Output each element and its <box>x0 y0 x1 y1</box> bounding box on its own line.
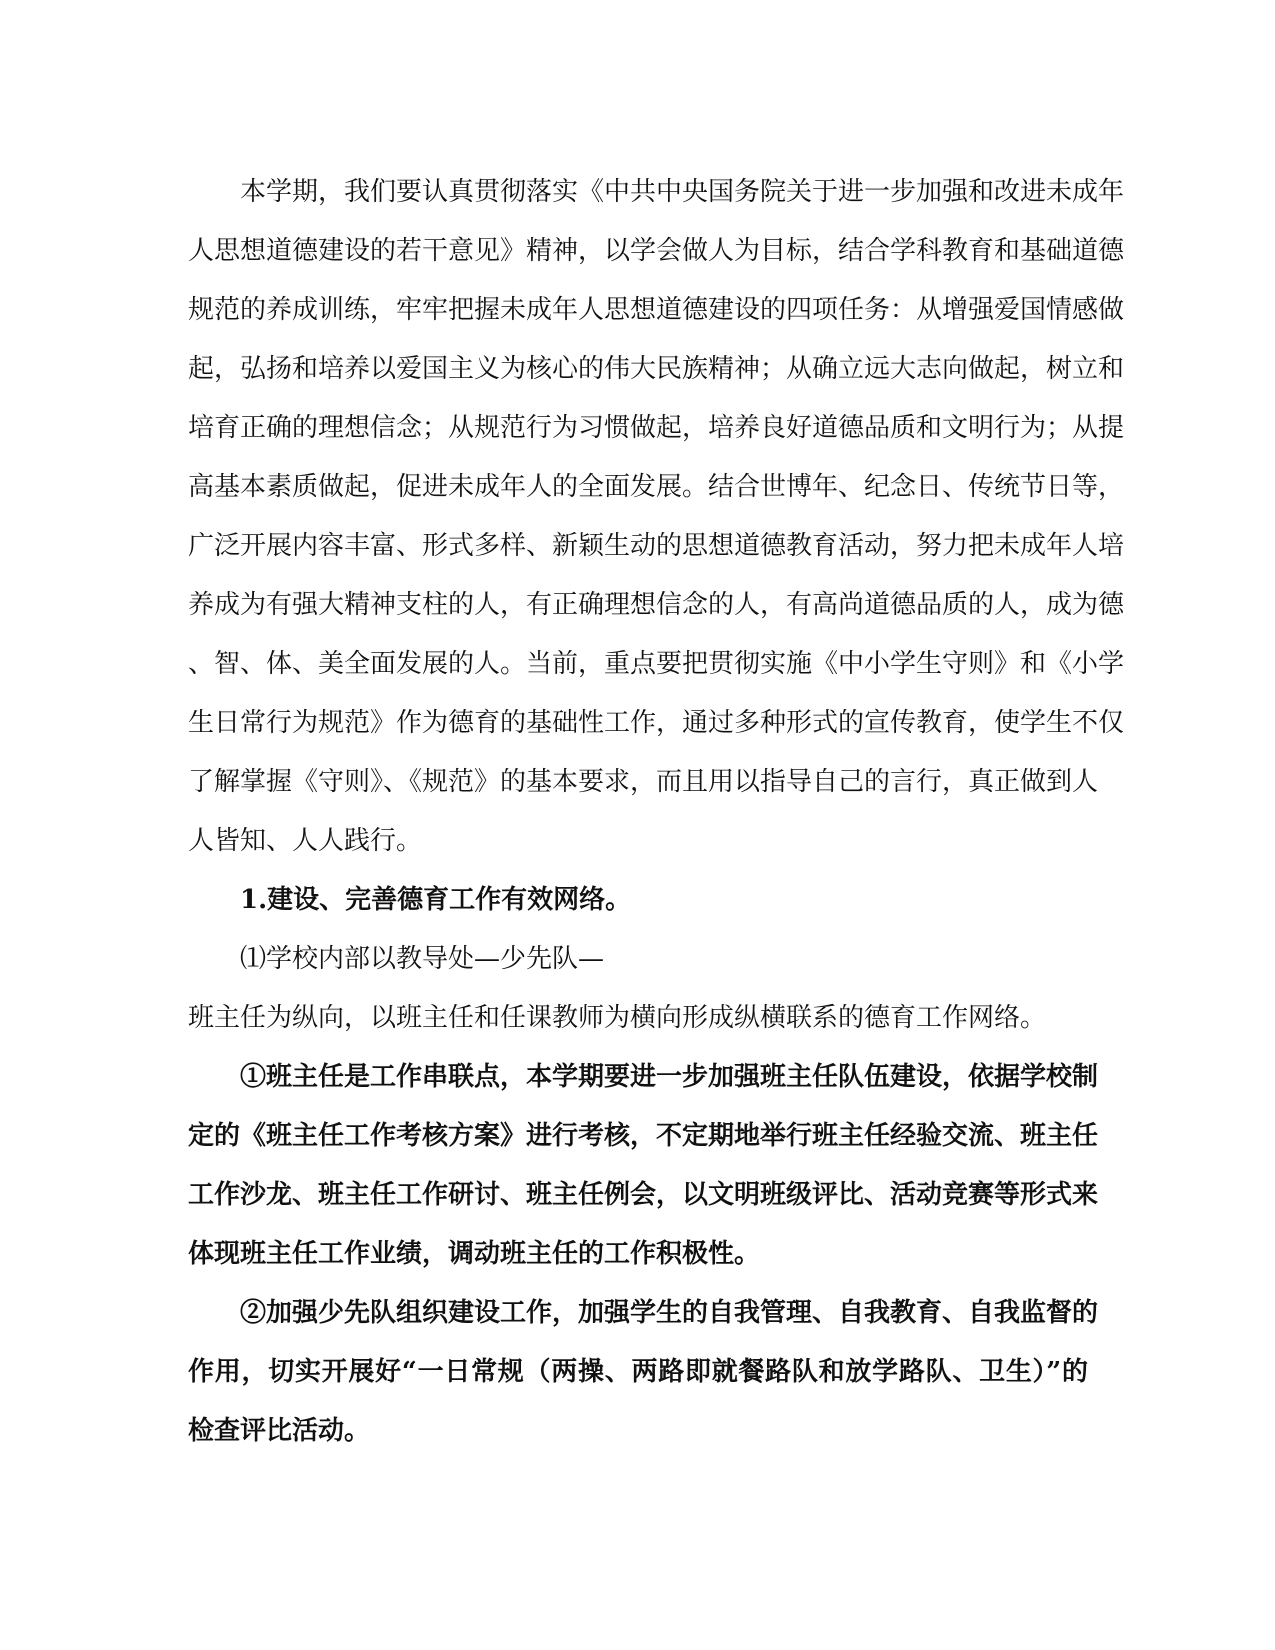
paragraph-line: 人皆知、人人践行。 <box>188 826 423 856</box>
item-2-paragraph <box>188 1284 1099 1461</box>
subsection-line: ⑴学校内部以教导处—少先队— <box>240 944 605 974</box>
paragraph-line: ②加强少先队组织建设工作，加强学生的自我管理、自我教育、自我监督的 <box>240 1298 1099 1328</box>
paragraph-line: 作用，切实开展好“一日常规（两操、两路即就餐路队和放学路队、卫生）”的 <box>188 1357 1088 1387</box>
paragraph-line: 本学期，我们要认真贯彻落实《中共中央国务院关于进一步加强和改进未成年 <box>240 177 1125 207</box>
paragraph-line: 广泛开展内容丰富、形式多样、新颖生动的思想道德教育活动，努力把未成年人培 <box>188 531 1125 561</box>
paragraph-line: 检查评比活动。 <box>188 1416 371 1446</box>
paragraph-line: 、智、体、美全面发展的人。当前，重点要把贯彻实施《中小学生守则》和《小学 <box>188 649 1125 679</box>
paragraph-line: 生日常行为规范》作为德育的基础性工作，通过多种形式的宣传教育，使学生不仅 <box>188 708 1125 738</box>
section-heading: 1.建设、完善德育工作有效网络。 <box>240 885 632 915</box>
paragraph-line: 工作沙龙、班主任工作研讨、班主任例会，以文明班级评比、活动竞赛等形式来 <box>188 1180 1099 1210</box>
paragraph-line: ①班主任是工作串联点，本学期要进一步加强班主任队伍建设，依据学校制 <box>240 1062 1099 1092</box>
paragraph-line: 起，弘扬和培养以爱国主义为核心的伟大民族精神；从确立远大志向做起，树立和 <box>188 354 1125 384</box>
paragraph-line: 培育正确的理想信念；从规范行为习惯做起，培养良好道德品质和文明行为；从提 <box>188 413 1125 443</box>
paragraph-line: 体现班主任工作业绩，调动班主任的工作积极性。 <box>188 1239 761 1269</box>
paragraph-line: 了解掌握《守则》、《规范》的基本要求，而且用以指导自己的言行，真正做到人 <box>188 767 1099 797</box>
intro-paragraph <box>188 163 1125 871</box>
subsection-line: 班主任为纵向，以班主任和任课教师为横向形成纵横联系的德育工作网络。 <box>188 1003 1047 1033</box>
document-body <box>188 163 1125 1461</box>
paragraph-line: 高基本素质做起，促进未成年人的全面发展。结合世博年、纪念日、传统节日等， <box>188 472 1125 502</box>
paragraph-line: 养成为有强大精神支柱的人，有正确理想信念的人，有高尚道德品质的人，成为德 <box>188 590 1125 620</box>
paragraph-line: 人思想道德建设的若干意见》精神，以学会做人为目标，结合学科教育和基础道德 <box>188 236 1125 266</box>
paragraph-line: 定的《班主任工作考核方案》进行考核，不定期地举行班主任经验交流、班主任 <box>188 1121 1099 1151</box>
paragraph-line: 规范的养成训练，牢牢把握未成年人思想道德建设的四项任务：从增强爱国情感做 <box>188 295 1125 325</box>
item-1-paragraph <box>188 1048 1099 1284</box>
